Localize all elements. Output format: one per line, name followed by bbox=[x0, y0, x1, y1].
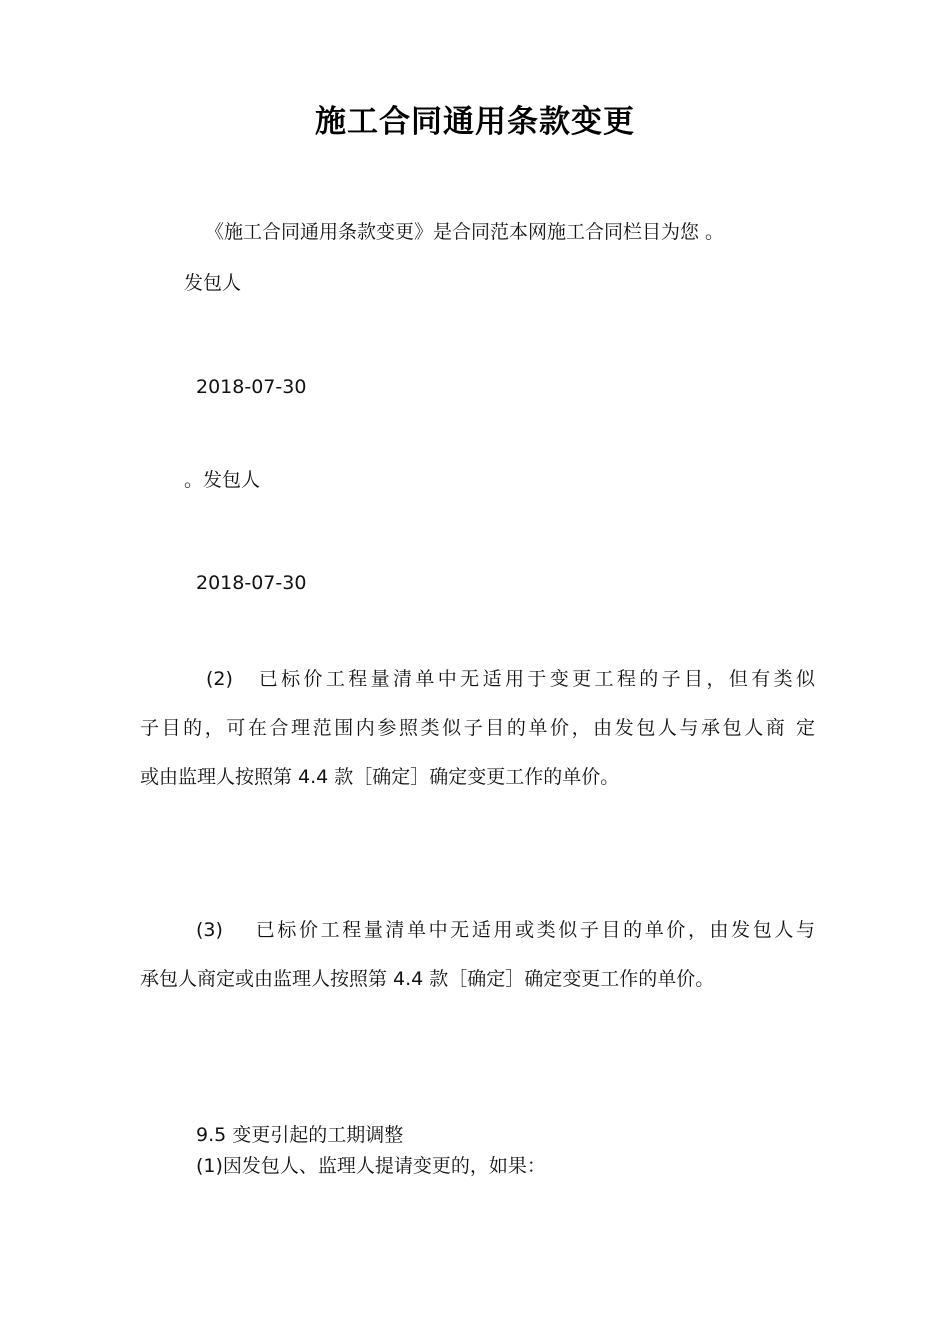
clause-3-line-1: (3) 已标价工程量清单中无适用或类似子目的单价，由发包人与 bbox=[196, 919, 815, 941]
clause-2-line-1: (2) 已标价工程量清单中无适用于变更工程的子目，但有类似 bbox=[206, 668, 815, 690]
intro-text: 《施工合同通用条款变更》是合同范本网施工合同栏目为您 。 bbox=[205, 221, 725, 243]
date-text-second: 2018-07-30 bbox=[196, 572, 307, 594]
party-label: 发包人 bbox=[184, 272, 242, 294]
clause-2-line-2: 子目的，可在合理范围内参照类似子目的单价，由发包人与承包人商 定 bbox=[140, 717, 815, 739]
clause-3-paragraph bbox=[140, 906, 815, 1004]
document-title: 施工合同通用条款变更 bbox=[315, 104, 635, 140]
date-text: 2018-07-30 bbox=[196, 376, 307, 398]
section-heading: 9.5 变更引起的工期调整 bbox=[196, 1124, 404, 1146]
section-item-1: (1)因发包人、监理人提请变更的，如果： bbox=[196, 1155, 546, 1177]
clause-2-line-3: 或由监理人按照第 4.4 款［确定］确定变更工作的单价。 bbox=[140, 766, 620, 788]
clause-3-line-2: 承包人商定或由监理人按照第 4.4 款［确定］确定变更工作的单价。 bbox=[140, 968, 715, 990]
party-label-second: 。发包人 bbox=[184, 469, 261, 491]
clause-2-paragraph bbox=[140, 655, 815, 802]
